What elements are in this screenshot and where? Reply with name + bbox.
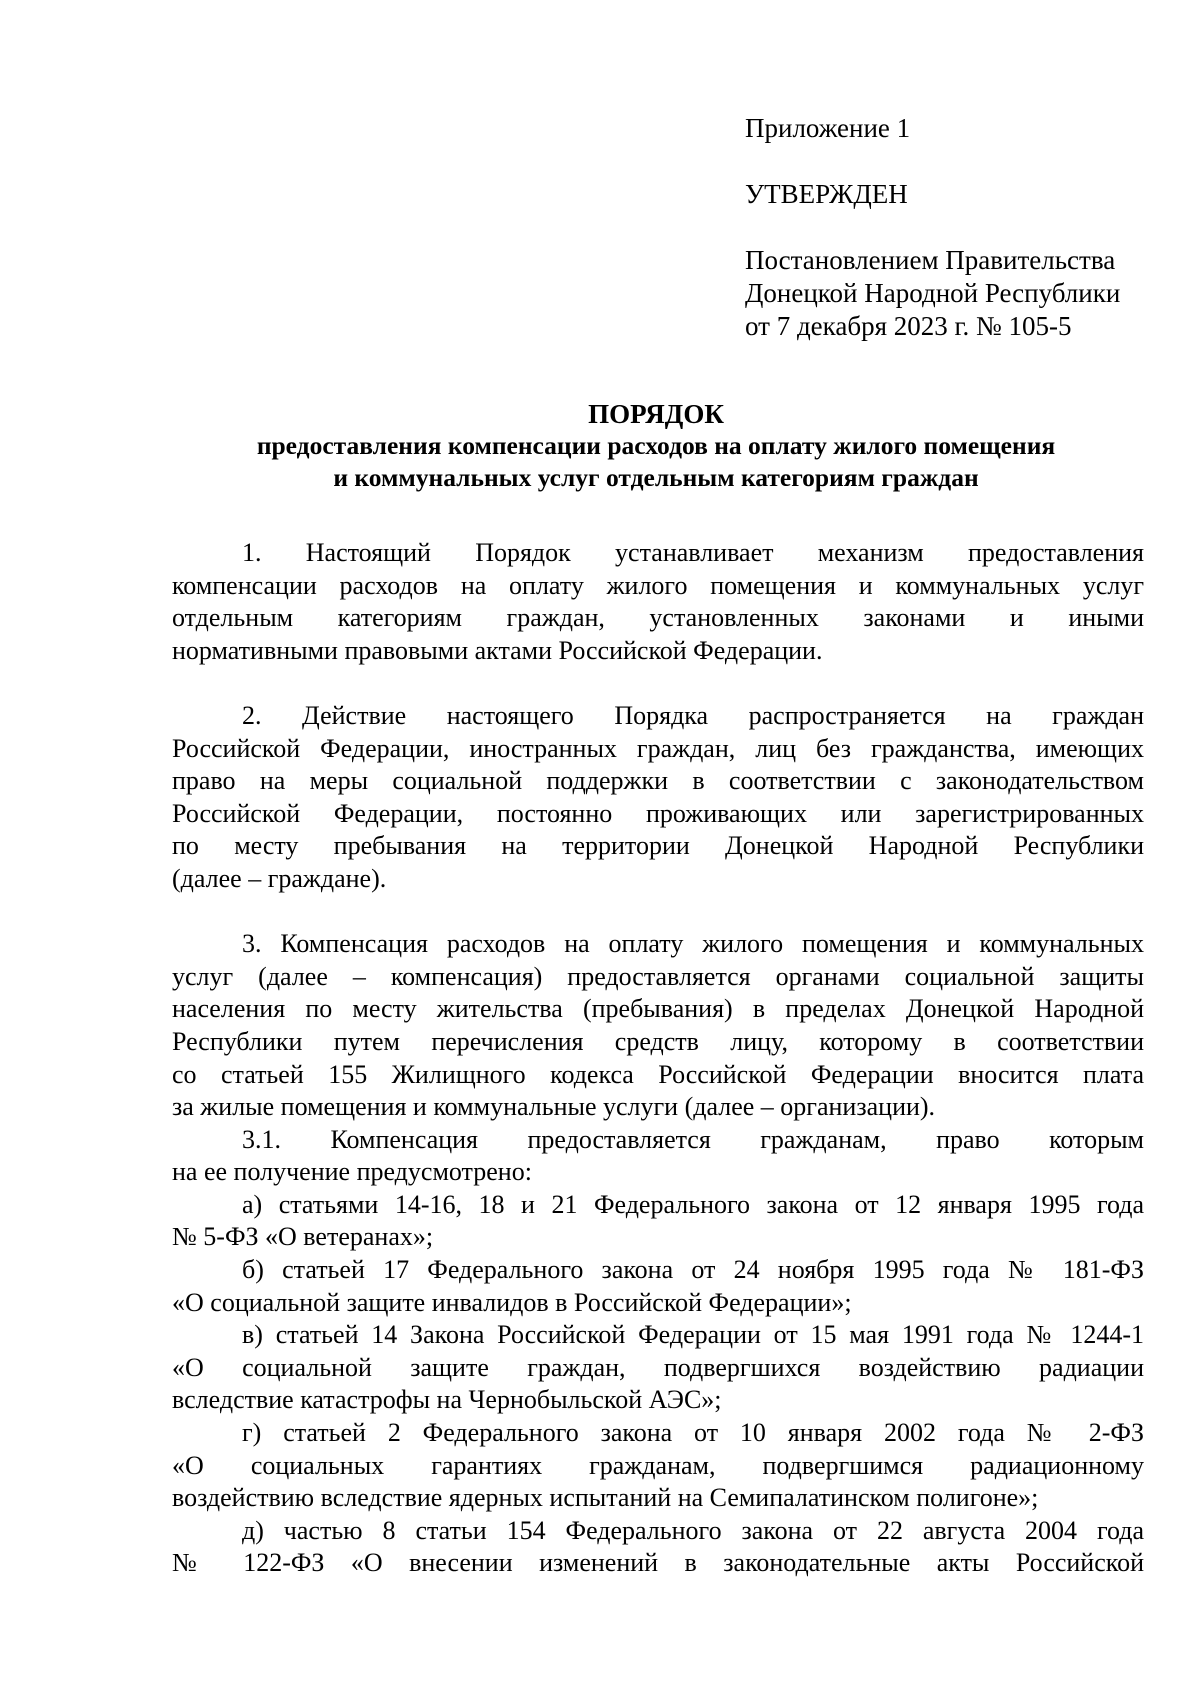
decree-line-2: Донецкой Народной Республики <box>745 278 1121 308</box>
text-line: со статьей 155 Жилищного кодекса Российской Федерации вносится плата <box>172 1059 1144 1089</box>
text-line: нормативными правовыми актами Российской Федерации. <box>172 635 823 665</box>
paragraph-1 <box>172 537 1144 667</box>
document-body <box>172 537 1144 1580</box>
title-sub-line-1: предоставления компенсации расходов на оплату жилого помещения <box>256 431 1056 460</box>
text-line: вследствие катастрофы на Чернобыльской АЭС»; <box>172 1385 722 1415</box>
spacer <box>745 211 1165 244</box>
text-line: в) статьей 14 Закона Российской Федерации от 15 мая 1991 года № 1244-1 <box>242 1320 1144 1350</box>
text-line: а) статьями 14-16, 18 и 21 Федерального закона от 12 января 1995 года <box>242 1189 1144 1219</box>
list-item-b <box>172 1254 1144 1319</box>
text-line: № 122-ФЗ «О внесении изменений в законодательные акты Российской <box>172 1548 1144 1578</box>
paragraph-3-1 <box>172 1124 1144 1189</box>
text-line: на ее получение предусмотрено: <box>172 1157 532 1187</box>
paragraph-gap <box>172 896 1144 929</box>
paragraph-3 <box>172 928 1144 1124</box>
text-line: компенсации расходов на оплату жилого помещения и коммунальных услуг <box>172 570 1144 600</box>
text-line: населения по месту жительства (пребывания) в пределах Донецкой Народной <box>172 994 1144 1024</box>
decree-line-1: Постановлением Правительства <box>745 245 1116 275</box>
text-line: воздействию вследствие ядерных испытаний на Семипалатинском полигоне»; <box>172 1483 1039 1513</box>
title-main: ПОРЯДОК <box>588 399 724 429</box>
text-line: право на меры социальной поддержки в соответствии с законодательством <box>172 766 1144 796</box>
list-item-v <box>172 1319 1144 1417</box>
text-line: Республики путем перечисления средств лицу, которому в соответствии <box>172 1026 1144 1056</box>
text-line: 3. Компенсация расходов на оплату жилого помещения и коммунальных <box>242 929 1144 959</box>
text-line: Российской Федерации, постоянно проживающих или зарегистрированных <box>172 798 1144 828</box>
text-line: 1. Настоящий Порядок устанавливает механизм предоставления <box>242 538 1144 567</box>
list-item-a <box>172 1189 1144 1254</box>
text-line: 3.1. Компенсация предоставляется гражданам, право которым <box>242 1124 1144 1154</box>
spacer <box>745 145 1165 178</box>
text-line: отдельным категориям граждан, установленных законами и иными <box>172 603 1144 633</box>
paragraph-2 <box>172 700 1144 896</box>
text-line: д) частью 8 статьи 154 Федерального закона от 22 августа 2004 года <box>242 1515 1144 1545</box>
decree-line-3: от 7 декабря 2023 г. № 105-5 <box>745 311 1072 341</box>
text-line: «О социальной защите граждан, подвергшихся воздействию радиации <box>172 1352 1144 1382</box>
approval-block <box>745 112 1165 343</box>
text-line: «О социальной защите инвалидов в Российской Федерации»; <box>172 1287 852 1317</box>
text-line: г) статьей 2 Федерального закона от 10 января 2002 года № 2-ФЗ <box>242 1418 1144 1448</box>
text-line: б) статьей 17 Федерального закона от 24 ноября 1995 года № 181-ФЗ <box>242 1255 1144 1285</box>
text-line: «О социальных гарантиях гражданам, подвергшимся радиационному <box>172 1450 1144 1480</box>
document-title <box>170 398 1142 494</box>
text-line: Российской Федерации, иностранных граждан, лиц без гражданства, имеющих <box>172 733 1144 763</box>
title-sub-line-2: и коммунальных услуг отдельным категориям граждан <box>333 463 979 492</box>
text-line: (далее – граждане). <box>172 863 387 893</box>
list-item-g <box>172 1417 1144 1515</box>
approved-label: УТВЕРЖДЕН <box>745 179 908 209</box>
list-item-d <box>172 1515 1144 1580</box>
text-line: по месту пребывания на территории Донецкой Народной Республики <box>172 831 1144 861</box>
text-line: 2. Действие настоящего Порядка распространяется на граждан <box>242 700 1144 730</box>
text-line: услуг (далее – компенсация) предоставляется органами социальной защиты <box>172 961 1144 991</box>
text-line: № 5-ФЗ «О ветеранах»; <box>172 1222 434 1252</box>
text-line: за жилые помещения и коммунальные услуги (далее – организации). <box>172 1092 936 1122</box>
appendix-label: Приложение 1 <box>745 113 911 143</box>
paragraph-gap <box>172 667 1144 700</box>
